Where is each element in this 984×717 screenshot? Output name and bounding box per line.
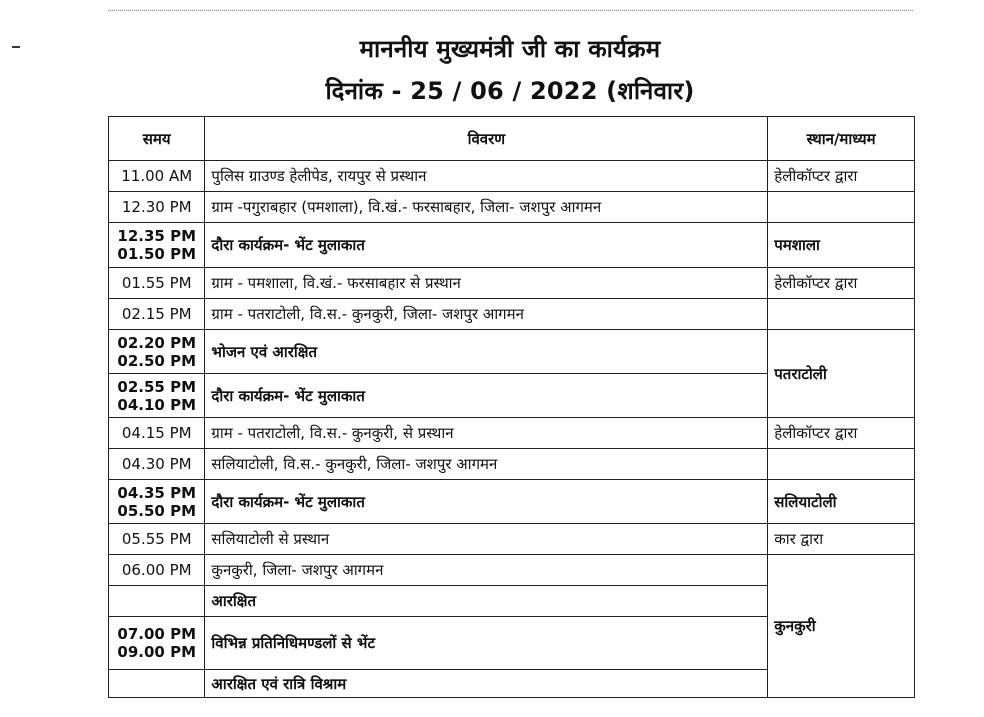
time-start: 12.30 PM: [121, 198, 192, 216]
description-cell: दौरा कार्यक्रम- भेंट मुलाकात: [205, 374, 768, 418]
time-cell: [109, 268, 205, 299]
time-start: 07.00 PM: [117, 625, 196, 643]
time-start: 01.55 PM: [121, 274, 192, 292]
time-cell: [109, 480, 205, 524]
description-cell: विभिन्न प्रतिनिधिमण्डलों से भेंट: [205, 617, 768, 670]
time-cell: [109, 617, 205, 670]
description-cell: ग्राम - पतराटोली, वि.स.- कुनकुरी, से प्रस्थान: [205, 418, 768, 449]
table-row: [109, 161, 915, 192]
table-row: [109, 480, 915, 524]
time-cell: [109, 374, 205, 418]
description-cell: आरक्षित: [205, 586, 768, 617]
table-row: [109, 192, 915, 223]
table-row: [109, 555, 915, 586]
header-time: समय: [109, 117, 205, 161]
place-cell: कार द्वारा: [768, 524, 915, 555]
place-cell: [768, 192, 915, 223]
top-dotted-rule: [108, 10, 913, 11]
table-header-row: [109, 117, 915, 161]
time-end: 04.10 PM: [117, 395, 196, 414]
time-cell: [109, 449, 205, 480]
time-cell: [109, 299, 205, 330]
description-cell: सलियाटोली, वि.स.- कुनकुरी, जिला- जशपुर आगमन: [205, 449, 768, 480]
time-cell: [109, 192, 205, 223]
place-cell: कुनकुरी: [768, 555, 915, 698]
time-start: 05.55 PM: [121, 530, 192, 548]
place-cell: हेलीकॉप्टर द्वारा: [768, 418, 915, 449]
time-end: 09.00 PM: [117, 643, 196, 661]
description-cell: भोजन एवं आरक्षित: [205, 330, 768, 374]
time-start: 12.35 PM: [117, 227, 196, 245]
time-cell: [109, 670, 205, 698]
place-cell: [768, 299, 915, 330]
page-title: माननीय मुख्यमंत्री जी का कार्यक्रम: [359, 35, 661, 63]
table-row: [109, 418, 915, 449]
time-cell: [109, 555, 205, 586]
table-row: [109, 299, 915, 330]
time-start: 04.35 PM: [117, 483, 196, 502]
time-start: 06.00 PM: [121, 561, 192, 579]
table-row: [109, 449, 915, 480]
table-row: [109, 223, 915, 268]
time-start: 02.55 PM: [117, 377, 196, 396]
description-cell: दौरा कार्यक्रम- भेंट मुलाकात: [205, 480, 768, 524]
table-row: [109, 330, 915, 374]
place-cell: पतराटोली: [768, 330, 915, 418]
place-cell: हेलीकॉप्टर द्वारा: [768, 161, 915, 192]
table-row: [109, 524, 915, 555]
description-cell: सलियाटोली से प्रस्थान: [205, 524, 768, 555]
time-cell: [109, 586, 205, 617]
time-cell: [109, 418, 205, 449]
time-cell: [109, 161, 205, 192]
description-cell: पुलिस ग्राउण्ड हेलीपेड, रायपुर से प्रस्थान: [205, 161, 768, 192]
description-cell: दौरा कार्यक्रम- भेंट मुलाकात: [205, 223, 768, 268]
time-cell: [109, 524, 205, 555]
place-cell: पमशाला: [768, 223, 915, 268]
description-cell: ग्राम -पगुराबहार (पमशाला), वि.खं.- फरसाबहार, जिला- जशपुर आगमन: [205, 192, 768, 223]
time-end: 02.50 PM: [117, 351, 196, 370]
place-cell: हेलीकॉप्टर द्वारा: [768, 268, 915, 299]
header-description: विवरण: [205, 117, 768, 161]
time-start: 04.15 PM: [121, 424, 192, 442]
description-cell: आरक्षित एवं रात्रि विश्राम: [205, 670, 768, 698]
time-start: 11.00 AM: [121, 167, 193, 185]
time-start: 02.15 PM: [121, 305, 192, 323]
header-place: स्थान/माध्यम: [768, 117, 915, 161]
table-row: [109, 268, 915, 299]
time-start: 04.30 PM: [121, 455, 192, 473]
description-cell: ग्राम - पतराटोली, वि.स.- कुनकुरी, जिला- जशपुर आगमन: [205, 299, 768, 330]
time-end: 01.50 PM: [117, 245, 196, 263]
place-cell: [768, 449, 915, 480]
description-cell: कुनकुरी, जिला- जशपुर आगमन: [205, 555, 768, 586]
time-cell: [109, 330, 205, 374]
description-cell: ग्राम - पमशाला, वि.खं.- फरसाबहार से प्रस्थान: [205, 268, 768, 299]
time-start: 02.20 PM: [117, 333, 196, 352]
date-line: दिनांक - 25 / 06 / 2022 (शनिवार): [325, 77, 695, 105]
time-cell: [109, 223, 205, 268]
place-cell: सलियाटोली: [768, 480, 915, 524]
schedule-table: [108, 116, 915, 698]
time-end: 05.50 PM: [117, 501, 196, 520]
